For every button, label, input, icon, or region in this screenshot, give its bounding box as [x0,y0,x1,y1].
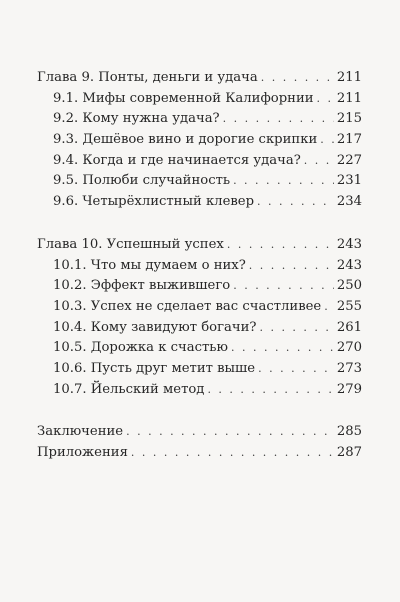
toc-conclusion [37,422,362,443]
toc-page-number: 227 [336,152,362,168]
toc-section-9-2 [37,109,362,130]
toc-section-10-1 [37,256,362,277]
toc-section-9-6 [37,192,362,213]
toc-page-number: 270 [336,340,362,356]
toc-section-10-5 [37,338,362,359]
leader-dots [259,318,333,339]
table-of-contents [37,68,362,464]
toc-section-10-6 [37,359,362,380]
toc-page-number: 217 [336,132,362,148]
toc-page-number: 250 [336,278,362,294]
toc-entry-title: 10.5. Дорожка к счастью [53,340,228,356]
toc-page-number: 287 [336,445,362,460]
toc-page-number: 234 [336,194,362,210]
toc-page-number: 243 [336,257,362,273]
toc-chapter-9 [37,68,362,89]
toc-page-number: 255 [336,298,362,314]
toc-section-9-1 [37,89,362,110]
toc-section-10-3 [37,297,362,318]
toc-page-number: 211 [336,90,362,106]
toc-entry-title: 10.2. Эффект выжившего [53,278,231,294]
toc-page-number: 285 [336,424,362,440]
toc-entry-title: 10.3. Успех не сделает вас счастливее [53,298,322,314]
leader-dots [233,171,334,192]
leader-dots [223,109,334,130]
toc-page-number: 211 [336,70,362,85]
toc-section-10-2 [37,276,362,297]
toc-chapter-10 [37,235,362,256]
leader-dots [249,256,334,277]
spacer [37,213,362,235]
toc-entry-title: 10.1. Что мы думаем о них? [53,257,246,273]
toc-section-10-7 [37,380,362,401]
leader-dots [231,338,334,359]
toc-section-9-3 [37,130,362,151]
toc-entry-title: 9.4. Когда и где начинается удача? [53,152,301,168]
toc-entry-title: Заключение [37,424,124,440]
toc-page-number: 215 [336,111,362,127]
toc-entry-title: 9.3. Дешёвое вино и дорогие скрипки [53,132,318,148]
toc-entry-title: 9.6. Четырёхлистный клевер [53,194,255,210]
toc-page-number: 243 [336,236,362,252]
toc-entry-title: 10.6. Пусть друг метит выше [53,360,256,376]
toc-page-number: 279 [336,381,362,397]
leader-dots [320,130,334,151]
toc-section-9-5 [37,171,362,192]
leader-dots [131,443,334,464]
toc-entry-title: Глава 10. Успешный успех [37,236,224,252]
leader-dots [257,192,334,213]
toc-page-number: 273 [336,360,362,376]
toc-entry-title: Приложения [37,445,128,460]
toc-section-10-4 [37,318,362,339]
leader-dots [317,89,334,110]
toc-entry-title: 9.1. Мифы современной Калифорнии [53,90,314,106]
leader-dots [227,235,334,256]
toc-entry-title: 10.4. Кому завидуют богачи? [53,319,257,335]
toc-section-9-4 [37,151,362,172]
leader-dots [304,151,334,172]
toc-entry-title: 9.2. Кому нужна удача? [53,111,220,127]
toc-entry-title: 10.7. Йельский метод [53,381,205,397]
leader-dots [258,359,334,380]
leader-dots [233,276,334,297]
toc-page-number: 231 [336,173,362,189]
leader-dots [324,297,334,318]
leader-dots [126,422,334,443]
toc-entry-title: 9.5. Полюби случайность [53,173,231,189]
leader-dots [207,380,333,401]
spacer [37,400,362,422]
toc-entry-title: Глава 9. Понты, деньги и удача [37,70,258,85]
toc-appendix [37,443,362,464]
toc-page-number: 261 [336,319,362,335]
leader-dots [261,68,334,89]
